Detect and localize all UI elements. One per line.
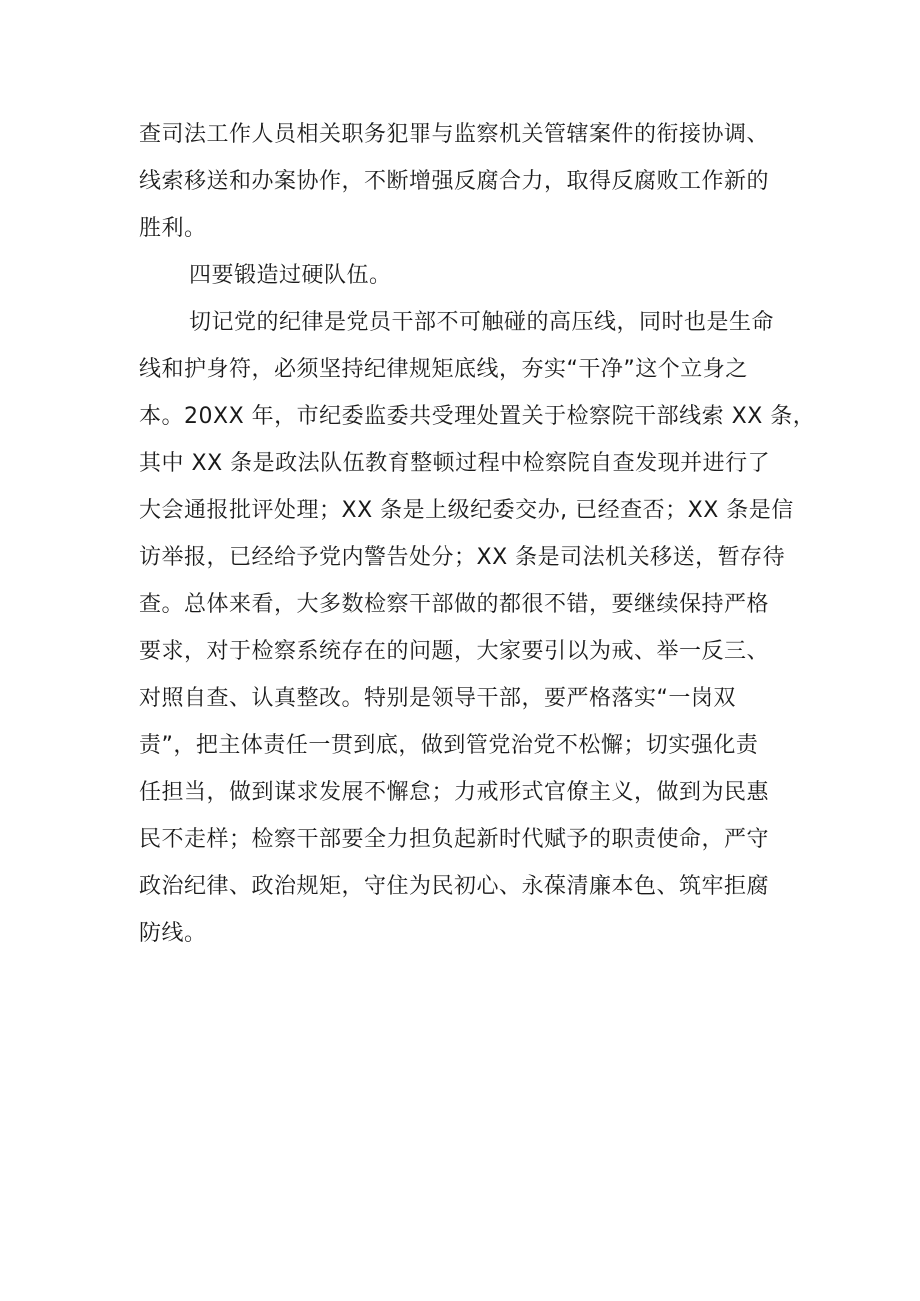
text-line: 查司法工作人员相关职务犯罪与监察机关管辖案件的衔接协调、 bbox=[139, 122, 770, 147]
text-line: 责”，把主体责任一贯到底，做到管党治党不松懈；切实强化责 bbox=[139, 733, 759, 758]
text-line: 查。总体来看，大多数检察干部做的都很不错，要继续保持严格 bbox=[139, 592, 770, 617]
text-line: 访举报，已经给予党内警告处分；XX 条是司法机关移送，暂存待 bbox=[139, 545, 786, 570]
text-line: 切记党的纪律是党员干部不可触碰的高压线，同时也是生命 bbox=[189, 310, 775, 335]
text-line: 大会通报批评处理；XX 条是上级纪委交办, 已经查否；XX 条是信 bbox=[139, 498, 794, 523]
text-line: 线和护身符，必须坚持纪律规矩底线，夯实“干净”这个立身之 bbox=[139, 357, 748, 382]
text-line: 政治纪律、政治规矩，守住为民初心、永葆清廉本色、筑牢拒腐 bbox=[139, 874, 770, 899]
body-text bbox=[139, 111, 816, 957]
text-line: 任担当，做到谋求发展不懈怠；力戒形式官僚主义，做到为民惠 bbox=[139, 780, 770, 805]
text-line: 对照自查、认真整改。特别是领导干部，要严格落实“一岗双 bbox=[139, 686, 736, 711]
text-line: 胜利。 bbox=[139, 216, 207, 241]
text-line: 线索移送和办案协作，不断增强反腐合力，取得反腐败工作新的 bbox=[139, 169, 770, 194]
text-line: 要求，对于检察系统存在的问题，大家要引以为戒、举一反三、 bbox=[139, 639, 770, 664]
text-line: 本。20XX 年，市纪委监委共受理处置关于检察院干部线索 XX 条， bbox=[139, 404, 816, 429]
text-line: 防线。 bbox=[139, 921, 207, 946]
text-line: 其中 XX 条是政法队伍教育整顿过程中检察院自查发现并进行了 bbox=[139, 451, 771, 476]
section-heading: 四要锻造过硬队伍。 bbox=[189, 263, 392, 288]
text-line: 民不走样；检察干部要全力担负起新时代赋予的职责使命，严守 bbox=[139, 827, 770, 852]
